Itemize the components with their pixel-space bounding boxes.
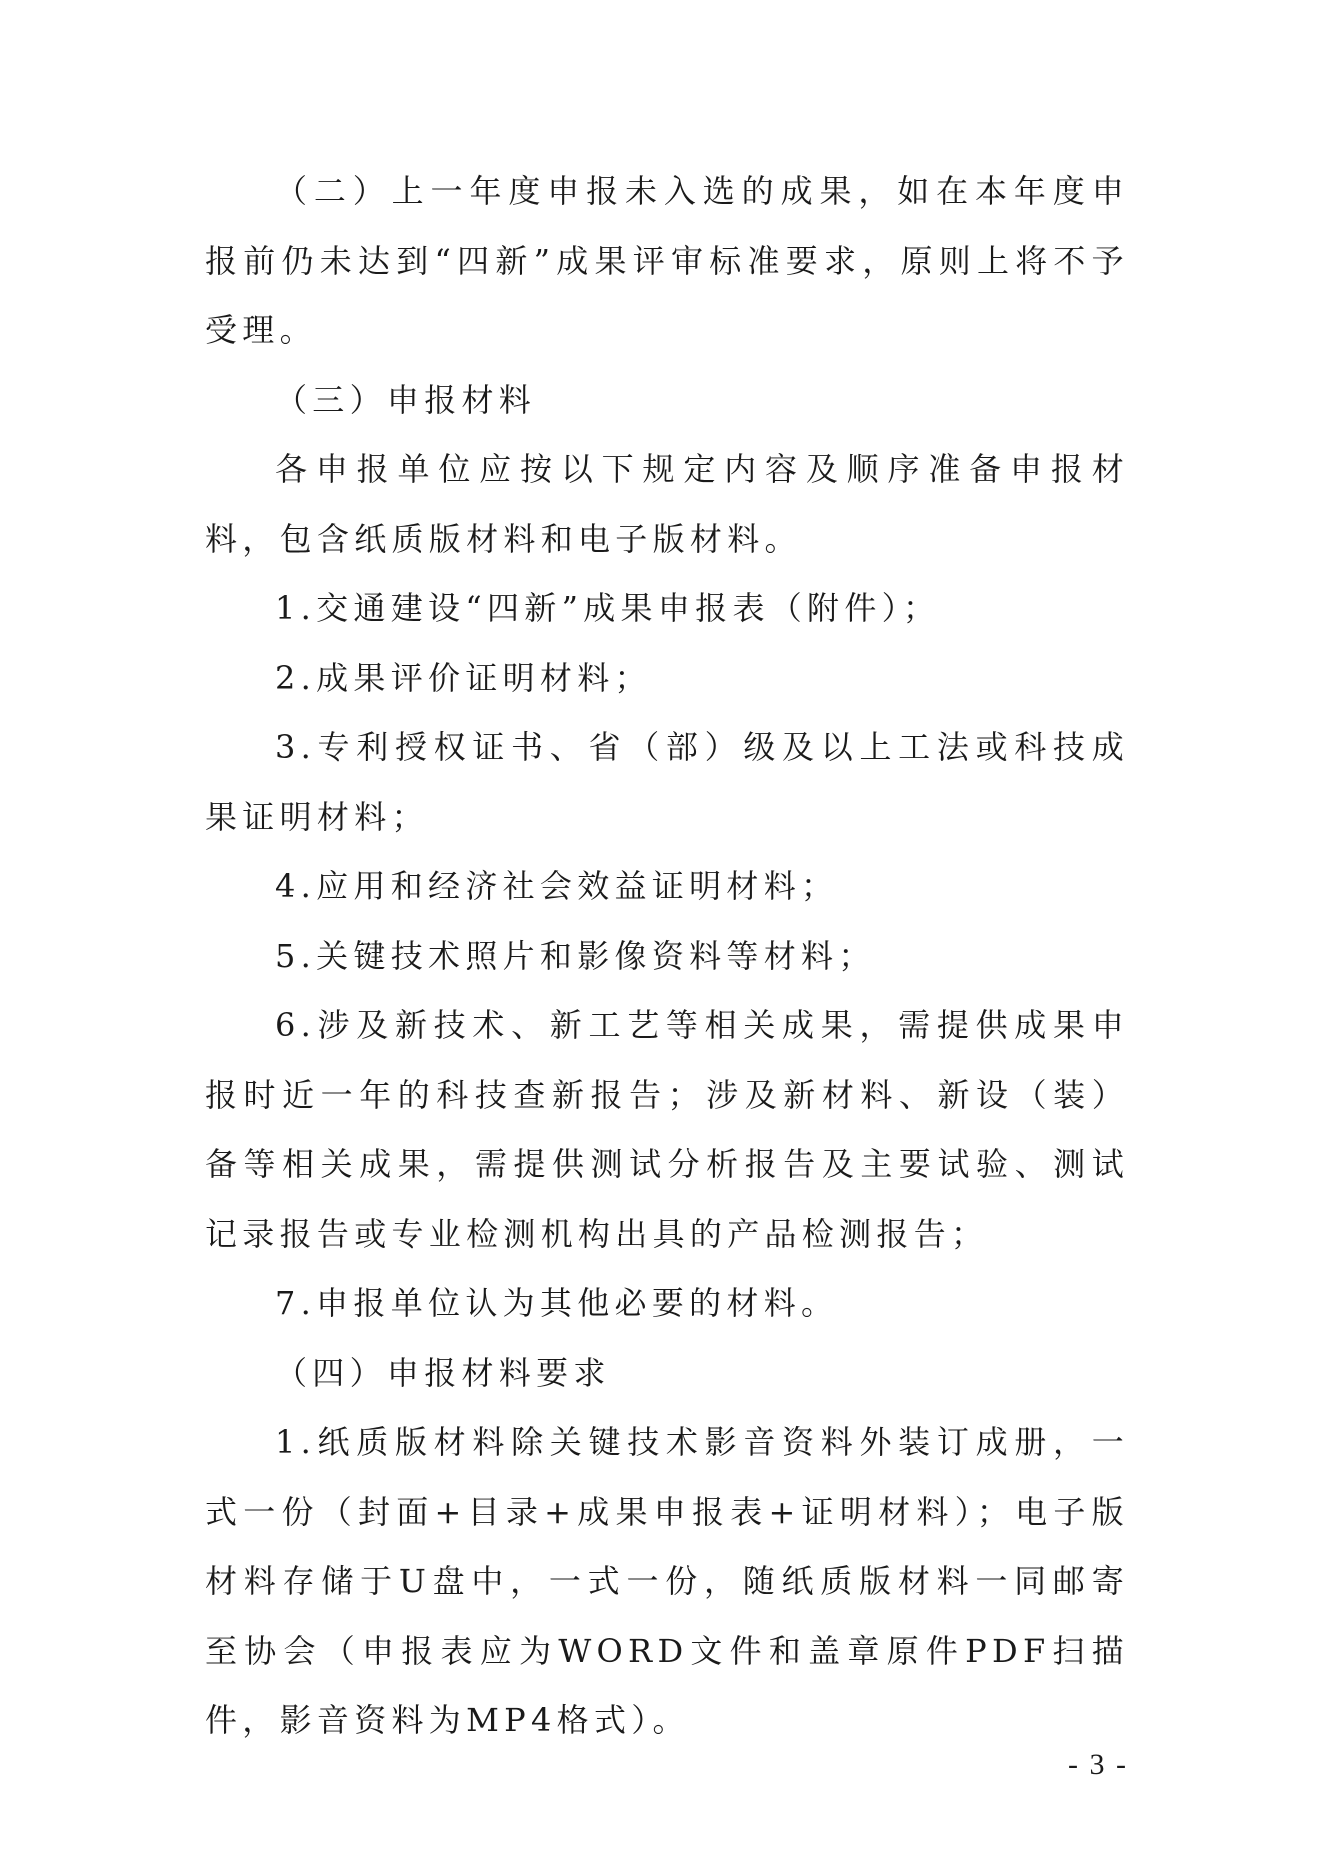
list-item-paper-electronic-format: 1.纸质版材料除关键技术影音资料外装订成册，一式一份（封面+目录+成果申报表+证明材料）；电子版材料存储于U盘中，一式一份，随纸质版材料一同邮寄至协会（申报表应为WORD文件和盖章原件PDF扫描件，影音资料为MP4格式）。 [205,1423,1129,1739]
list-item-novelty-reports: 6.涉及新技术、新工艺等相关成果，需提供成果申报时近一年的科技查新报告；涉及新材料、新设（装）备等相关成果，需提供测试分析报告及主要试验、测试记录报告或专业检测机构出具的产品检测报告； [205,1006,1129,1253]
paragraph-materials-intro: 各申报单位应按以下规定内容及顺序准备申报材料，包含纸质版材料和电子版材料。 [205,450,1129,558]
heading-material-requirements: （四）申报材料要求 [275,1353,611,1392]
list-item-other-materials: 7.申报单位认为其他必要的材料。 [275,1284,839,1322]
list-item-benefit-proof: 4.应用和经济社会效益证明材料； [275,867,839,905]
list-item-patent-proof: 3.专利授权证书、省（部）级及以上工法或科技成果证明材料； [205,728,1129,836]
page-number: - 3 - [1068,1748,1128,1781]
paragraph-unselected-results: （二）上一年度申报未入选的成果，如在本年度申报前仍未达到“四新”成果评审标准要求，原则上将不予受理。 [205,172,1129,349]
document-body [205,157,1129,1756]
list-item-photos-video: 5.关键技术照片和影像资料等材料； [275,936,876,975]
list-item-evaluation-proof: 2.成果评价证明材料； [275,658,652,697]
heading-application-materials: （三）申报材料 [275,380,537,419]
list-item-application-form: 1.交通建设“四新”成果申报表（附件）； [275,589,941,627]
